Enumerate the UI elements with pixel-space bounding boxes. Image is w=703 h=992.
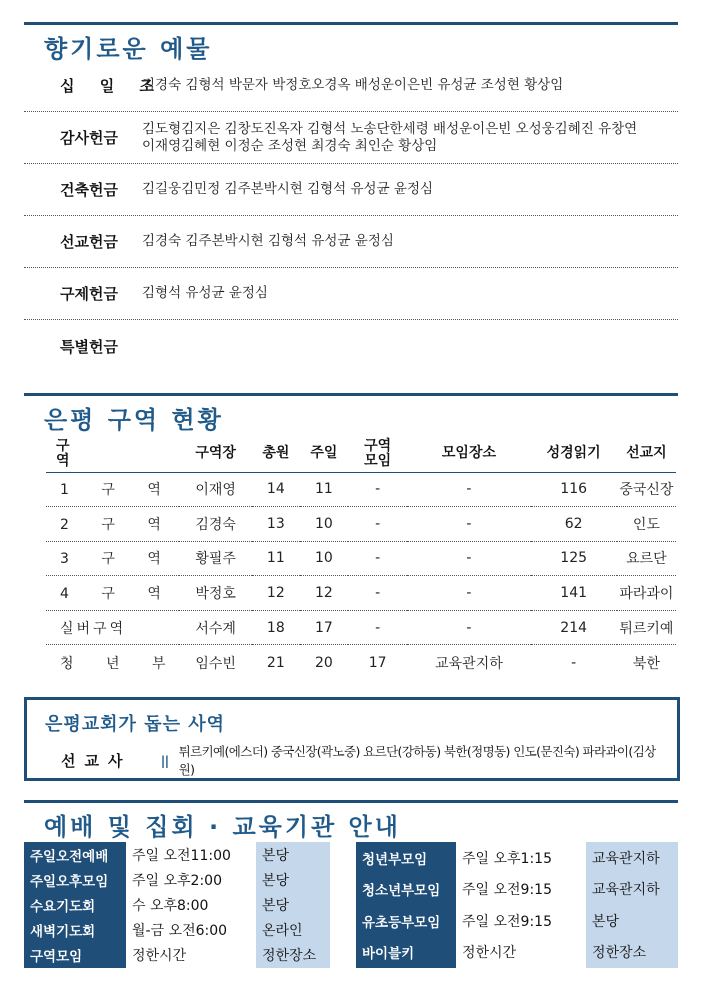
district-cell: 62 xyxy=(531,507,617,542)
district-cell: - xyxy=(348,576,407,611)
schedule-label: 청소년부모임 xyxy=(356,874,456,906)
district-cell: 북한 xyxy=(632,655,660,672)
district-cell: 141 xyxy=(531,576,617,611)
offering-label: 감사헌금 xyxy=(60,129,118,147)
offerings-list xyxy=(24,60,678,372)
schedule-place: 본당 xyxy=(256,842,330,867)
district-cell: 3 구 역 xyxy=(46,541,179,576)
mission-label: 선교사 xyxy=(61,751,132,770)
district-cell: 20 xyxy=(315,654,333,671)
schedule-label: 새벽기도회 xyxy=(24,918,126,943)
schedule-row xyxy=(356,874,678,906)
offering-row xyxy=(24,164,678,216)
schedule-label: 구역모임 xyxy=(24,943,126,968)
district-cell: 파라과이 xyxy=(617,576,676,611)
district-cell: 10 xyxy=(300,507,348,542)
district-cell: 17 xyxy=(300,610,348,645)
schedule-row xyxy=(24,892,330,917)
district-cell: 214 xyxy=(531,610,617,645)
district-cell: 튀르키예 xyxy=(617,610,676,645)
offering-names: 김길웅김민정 김주본박시현 김형석 유성균 윤정심 xyxy=(142,181,434,197)
district-cell: 청 년 부 xyxy=(60,655,180,672)
district-cell: 10 xyxy=(300,541,348,576)
schedule-row xyxy=(356,937,678,969)
schedule-row xyxy=(24,867,330,892)
district-cell: 임수빈 xyxy=(195,655,236,672)
district-cell: - xyxy=(407,610,530,645)
offering-row xyxy=(24,320,678,372)
district-cell: - xyxy=(407,576,530,611)
schedule xyxy=(24,842,678,968)
schedule-label: 유초등부모임 xyxy=(356,905,456,937)
district-table xyxy=(46,436,676,680)
district-cell: - xyxy=(348,541,407,576)
district-header: 선교지 xyxy=(617,436,676,472)
schedule-time: 정한시간 xyxy=(456,937,586,969)
schedule-place: 본당 xyxy=(586,905,678,937)
offering-row xyxy=(24,268,678,320)
district-cell: 18 xyxy=(252,610,300,645)
offering-label: 선교헌금 xyxy=(60,233,118,251)
schedule-time: 정한시간 xyxy=(126,943,256,968)
district-cell: 교육관지하 xyxy=(435,655,503,672)
schedule-place: 본당 xyxy=(256,892,330,917)
districts-title: 은평 구역 현황 xyxy=(24,393,678,435)
district-header: 주일 xyxy=(300,436,348,472)
schedule-time: 월-금 오전6:00 xyxy=(126,918,256,943)
district-cell: 인도 xyxy=(617,507,676,542)
schedule-row xyxy=(24,943,330,968)
district-cell: 21 xyxy=(266,654,285,671)
district-cell: 이재영 xyxy=(179,472,251,507)
district-cell: 김경숙 xyxy=(179,507,251,542)
offering-names: 김도형김지은 김창도진옥자 김형석 노송단한세령 배성운이은빈 오성웅김혜진 유창연 이재영김혜현 이정순 조성현 최경숙 최인순 황상임 xyxy=(142,120,638,154)
schedule-time: 주일 오전11:00 xyxy=(126,842,256,867)
schedule-time: 주일 오후2:00 xyxy=(126,867,256,892)
schedule-time: 주일 오전9:15 xyxy=(456,905,586,937)
schedule-row xyxy=(356,905,678,937)
offering-label: 특별헌금 xyxy=(60,337,118,356)
schedule-title: 예배 및 집회 · 교육기관 안내 xyxy=(24,800,678,842)
offering-row xyxy=(24,60,678,112)
district-cell: 17 xyxy=(368,654,387,671)
district-cell: 12 xyxy=(300,576,348,611)
district-header: 총원 xyxy=(252,436,300,472)
schedule-place: 온라인 xyxy=(256,918,330,943)
offering-names: 김경숙 김형석 박문자 박정호오경옥 배성운이은빈 유성균 조성현 황상임 xyxy=(142,77,564,93)
district-cell: 14 xyxy=(252,472,300,507)
district-cell: 실버구역 xyxy=(46,610,179,645)
schedule-time: 수 오후8:00 xyxy=(126,892,256,917)
district-cell: 1 구 역 xyxy=(46,472,179,507)
schedule-label: 바이블키 xyxy=(356,937,456,969)
schedule-place: 본당 xyxy=(256,867,330,892)
district-cell: - xyxy=(407,507,530,542)
district-cell: 황필주 xyxy=(179,541,251,576)
district-cell: - xyxy=(348,610,407,645)
district-cell: - xyxy=(571,654,577,671)
offering-label: 건축헌금 xyxy=(60,181,118,199)
schedule-label: 주일오후모임 xyxy=(24,867,126,892)
district-cell: 13 xyxy=(252,507,300,542)
offering-row xyxy=(24,216,678,268)
district-cell: - xyxy=(407,541,530,576)
table-row xyxy=(46,610,676,645)
schedule-time: 주일 오전9:15 xyxy=(456,874,586,906)
district-cell: 125 xyxy=(531,541,617,576)
district-cell: 서수계 xyxy=(179,610,251,645)
district-cell: 4 구 역 xyxy=(46,576,179,611)
district-cell: 요르단 xyxy=(617,541,676,576)
schedule-place: 정한장소 xyxy=(256,943,330,968)
schedule-label: 주일오전예배 xyxy=(24,842,126,867)
table-row xyxy=(46,645,676,680)
district-header: 구역 모임 xyxy=(348,436,407,472)
offering-names: 김경숙 김주본박시현 김형석 유성균 윤정심 xyxy=(142,233,394,249)
table-row xyxy=(46,541,676,576)
district-cell: 2 구 역 xyxy=(46,507,179,542)
district-cell: 박정호 xyxy=(179,576,251,611)
offerings-title: 향기로운 예물 xyxy=(24,22,678,64)
mission-box xyxy=(24,697,680,781)
offering-label: 구제헌금 xyxy=(60,285,118,303)
district-cell: 중국신장 xyxy=(617,472,676,507)
district-cell: - xyxy=(407,472,530,507)
schedule-label: 청년부모임 xyxy=(356,842,456,874)
schedule-left-table xyxy=(24,842,330,968)
schedule-label: 수요기도회 xyxy=(24,892,126,917)
schedule-row xyxy=(356,842,678,874)
schedule-place: 정한장소 xyxy=(586,937,678,969)
offering-names: 김형석 유성균 윤정심 xyxy=(142,285,268,301)
district-header: 성경읽기 xyxy=(531,436,617,472)
district-cell: - xyxy=(348,472,407,507)
schedule-place: 교육관지하 xyxy=(586,842,678,874)
district-cell: 116 xyxy=(531,472,617,507)
district-header: 모임장소 xyxy=(407,436,530,472)
offering-row xyxy=(24,112,678,164)
schedule-place: 교육관지하 xyxy=(586,874,678,906)
district-cell: - xyxy=(348,507,407,542)
mission-divider: || xyxy=(160,752,169,768)
schedule-right-table xyxy=(356,842,678,968)
district-cell: 11 xyxy=(252,541,300,576)
mission-title: 은평교회가 돕는 사역 xyxy=(45,714,226,735)
schedule-row xyxy=(24,842,330,867)
district-header: 구역 xyxy=(46,436,179,472)
offering-label: 십 일 조 xyxy=(60,77,164,95)
district-cell: 11 xyxy=(300,472,348,507)
table-row xyxy=(46,576,676,611)
table-row xyxy=(46,507,676,542)
schedule-time: 주일 오후1:15 xyxy=(456,842,586,874)
district-cell: 12 xyxy=(252,576,300,611)
table-row xyxy=(46,472,676,507)
mission-text: 튀르키예(에스더) 중국신장(곽노중) 요르단(강하동) 북한(정명동) 인도(문진숙) 파라과이(김상원) xyxy=(178,744,656,777)
schedule-row xyxy=(24,918,330,943)
district-header: 구역장 xyxy=(179,436,251,472)
